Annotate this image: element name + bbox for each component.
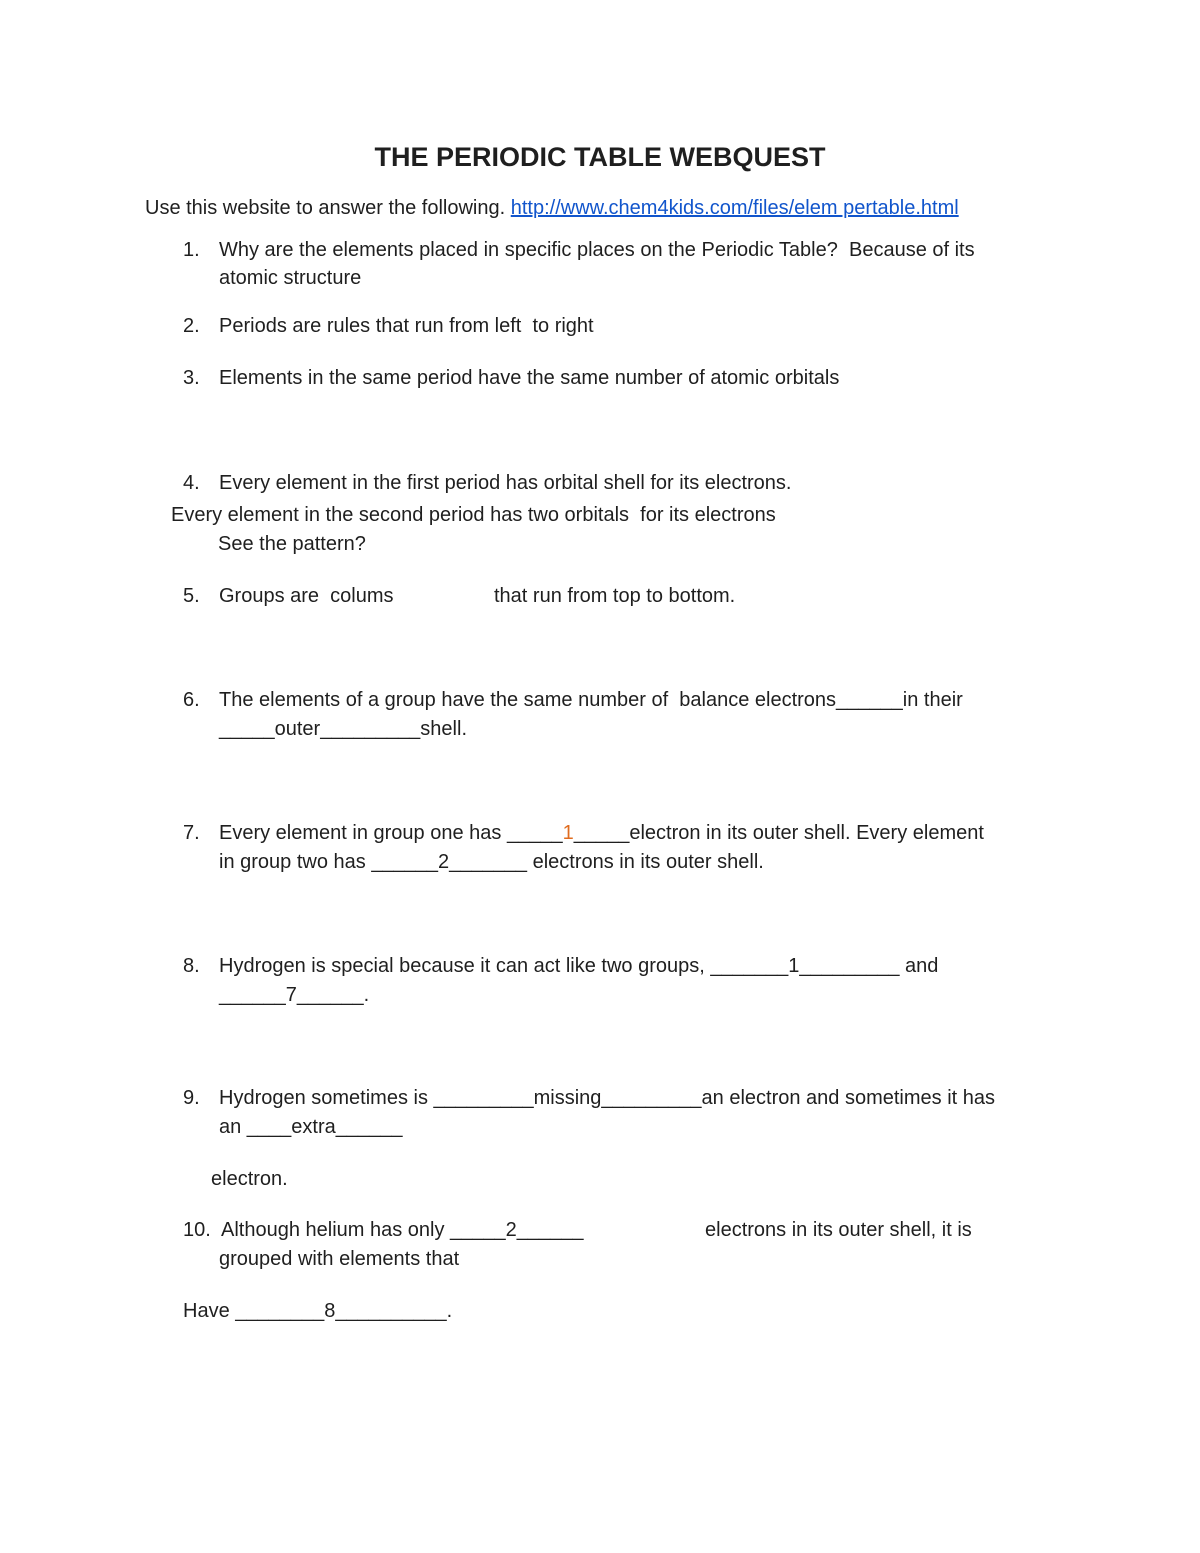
question-text: atomic structure — [219, 267, 362, 289]
question-number: 3. — [183, 367, 200, 389]
question-text: ______7______. — [219, 984, 370, 1006]
question-number: 4. — [183, 472, 200, 494]
chem4kids-link[interactable]: http://www.chem4kids.com/files/elem pertable.html — [510, 197, 959, 219]
question-number: 5. — [183, 585, 200, 607]
answer-highlight: 1 — [562, 822, 574, 844]
question-text: Every element in the second period has two orbitals for its electrons — [171, 504, 776, 526]
question-text: electron. — [211, 1168, 288, 1190]
question-text — [219, 819, 984, 847]
question-text: Groups are colums — [219, 585, 394, 607]
question-number: 9. — [183, 1087, 200, 1109]
question-number: 6. — [183, 689, 200, 711]
question-number: 2. — [183, 315, 200, 337]
question-number: 10. — [183, 1219, 211, 1241]
question-text: Elements in the same period have the same number of atomic orbitals — [219, 367, 840, 389]
text-segment: _____electron in its outer shell. Every element — [573, 822, 984, 844]
question-text: See the pattern? — [218, 533, 366, 555]
question-text: The elements of a group have the same number of balance electrons______in their — [219, 689, 963, 711]
question-text: Although helium has only _____2______ — [221, 1219, 584, 1241]
question-text: Every element in the first period has orbital shell for its electrons. — [219, 472, 792, 494]
question-text: Hydrogen is special because it can act like two groups, _______1_________ and — [219, 955, 939, 977]
text-segment: Every element in group one has _____ — [219, 822, 563, 844]
question-number: 7. — [183, 822, 200, 844]
question-number: 1. — [183, 239, 200, 261]
intro-line — [145, 194, 959, 222]
intro-text: Use this website to answer the following. — [145, 197, 511, 219]
question-text: electrons in its outer shell, it is — [705, 1219, 972, 1241]
question-number: 8. — [183, 955, 200, 977]
question-text: that run from top to bottom. — [494, 585, 736, 607]
page-title: THE PERIODIC TABLE WEBQUEST — [374, 142, 826, 172]
question-text: in group two has ______2_______ electrons in its outer shell. — [219, 851, 764, 873]
question-text: Why are the elements placed in specific places on the Periodic Table? Because of its — [219, 239, 975, 261]
question-text: _____outer_________shell. — [219, 718, 467, 740]
question-text: Have ________8__________. — [183, 1300, 453, 1322]
question-text: Periods are rules that run from left to right — [219, 315, 594, 337]
question-text: grouped with elements that — [219, 1248, 460, 1270]
question-text: Hydrogen sometimes is _________missing_________an electron and sometimes it has — [219, 1087, 996, 1109]
question-text: an ____extra______ — [219, 1116, 403, 1138]
